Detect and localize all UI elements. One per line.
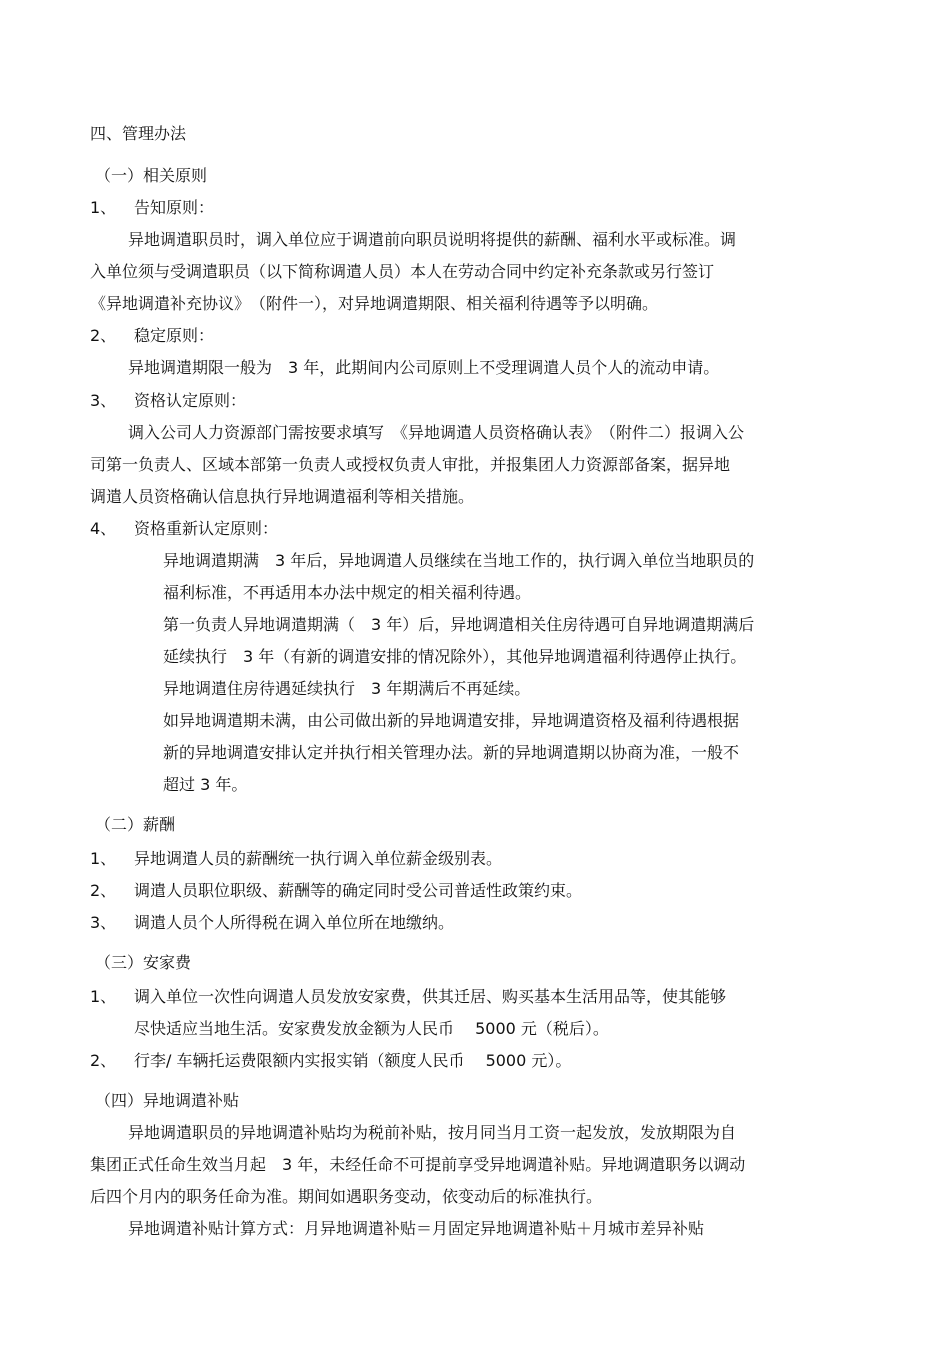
list-item-text: 行李/ 车辆托运费限额内实报实销（额度人民币 5000 元）。 (134, 1051, 572, 1070)
paragraph-line: 司第一负责人、区域本部第一负责人或授权负责人审批，并报集团人力资源部备案，据异地 (90, 455, 731, 474)
principle-label: 告知原则： (134, 198, 215, 217)
principle-label: 资格重新认定原则： (134, 519, 279, 538)
item-number: 1、 (90, 987, 117, 1006)
part1-heading: （一）相关原则 (95, 166, 208, 185)
paragraph-line: 异地调遣期限一般为 3 年，此期间内公司原则上不受理调遣人员个人的流动申请。 (128, 358, 720, 377)
item-number: 2、 (90, 1051, 117, 1070)
list-item-text-continued: 尽快适应当地生活。安家费发放金额为人民币 5000 元（税后）。 (134, 1019, 609, 1038)
paragraph-line: 集团正式任命生效当月起 3 年，未经任命不可提前享受异地调遣补贴。异地调遣职务以调动 (90, 1155, 746, 1174)
item-number: 3、 (90, 391, 117, 410)
paragraph-line: 入单位须与受调遣职员（以下简称调遣人员）本人在劳动合同中约定补充条款或另行签订 (90, 262, 715, 281)
list-item-text: 调入单位一次性向调遣人员发放安家费，供其迁居、购买基本生活用品等，使其能够 (134, 987, 727, 1006)
item-number: 2、 (90, 881, 117, 900)
paragraph-line: 调遣人员资格确认信息执行异地调遣福利等相关措施。 (90, 487, 475, 506)
paragraph-line: 异地调遣职员时，调入单位应于调遣前向职员说明将提供的薪酬、福利水平或标准。调 (128, 230, 737, 249)
list-item-text: 异地调遣人员的薪酬统一执行调入单位薪金级别表。 (134, 849, 503, 868)
item-number: 1、 (90, 849, 117, 868)
paragraph-line: 异地调遣住房待遇延续执行 3 年期满后不再延续。 (163, 679, 531, 698)
item-number: 2、 (90, 326, 117, 345)
item-number: 3、 (90, 913, 117, 932)
part2-heading: （二）薪酬 (95, 815, 176, 834)
list-item-text: 调遣人员个人所得税在调入单位所在地缴纳。 (134, 913, 455, 932)
paragraph-line: 如异地调遣期未满，由公司做出新的异地调遣安排，异地调遣资格及福利待遇根据 (163, 711, 740, 730)
paragraph-line: 新的异地调遣安排认定并执行相关管理办法。新的异地调遣期以协商为准，一般不 (163, 743, 740, 762)
part3-heading: （三）安家费 (95, 953, 192, 972)
part4-heading: （四）异地调遣补贴 (95, 1091, 240, 1110)
paragraph-line: 延续执行 3 年（有新的调遣安排的情况除外），其他异地调遣福利待遇停止执行。 (163, 647, 747, 666)
paragraph-line: 异地调遣补贴计算方式：月异地调遣补贴＝月固定异地调遣补贴＋月城市差异补贴 (128, 1219, 705, 1238)
section-title: 四、管理办法 (90, 124, 187, 143)
paragraph-line: 超过 3 年。 (163, 775, 248, 794)
principle-label: 稳定原则： (134, 326, 215, 345)
item-number: 1、 (90, 198, 117, 217)
paragraph-line: 第一负责人异地调遣期满（ 3 年）后，异地调遣相关住房待遇可自异地调遣期满后 (163, 615, 755, 634)
paragraph-line: 异地调遣期满 3 年后，异地调遣人员继续在当地工作的，执行调入单位当地职员的 (163, 551, 755, 570)
paragraph-line: 调入公司人力资源部门需按要求填写 《异地调遣人员资格确认表》 （附件二）报调入公 (128, 423, 745, 442)
paragraph-line: 后四个月内的职务任命为准。期间如遇职务变动，依变动后的标准执行。 (90, 1187, 603, 1206)
paragraph-line: 福利标准，不再适用本办法中规定的相关福利待遇。 (163, 583, 532, 602)
paragraph-line: 异地调遣职员的异地调遣补贴均为税前补贴，按月同当月工资一起发放，发放期限为自 (128, 1123, 737, 1142)
item-number: 4、 (90, 519, 117, 538)
paragraph-line: 《异地调遣补充协议》 （附件一），对异地调遣期限、相关福利待遇等予以明确。 (90, 294, 659, 313)
principle-label: 资格认定原则： (134, 391, 247, 410)
list-item-text: 调遣人员职位职级、薪酬等的确定同时受公司普适性政策约束。 (134, 881, 583, 900)
